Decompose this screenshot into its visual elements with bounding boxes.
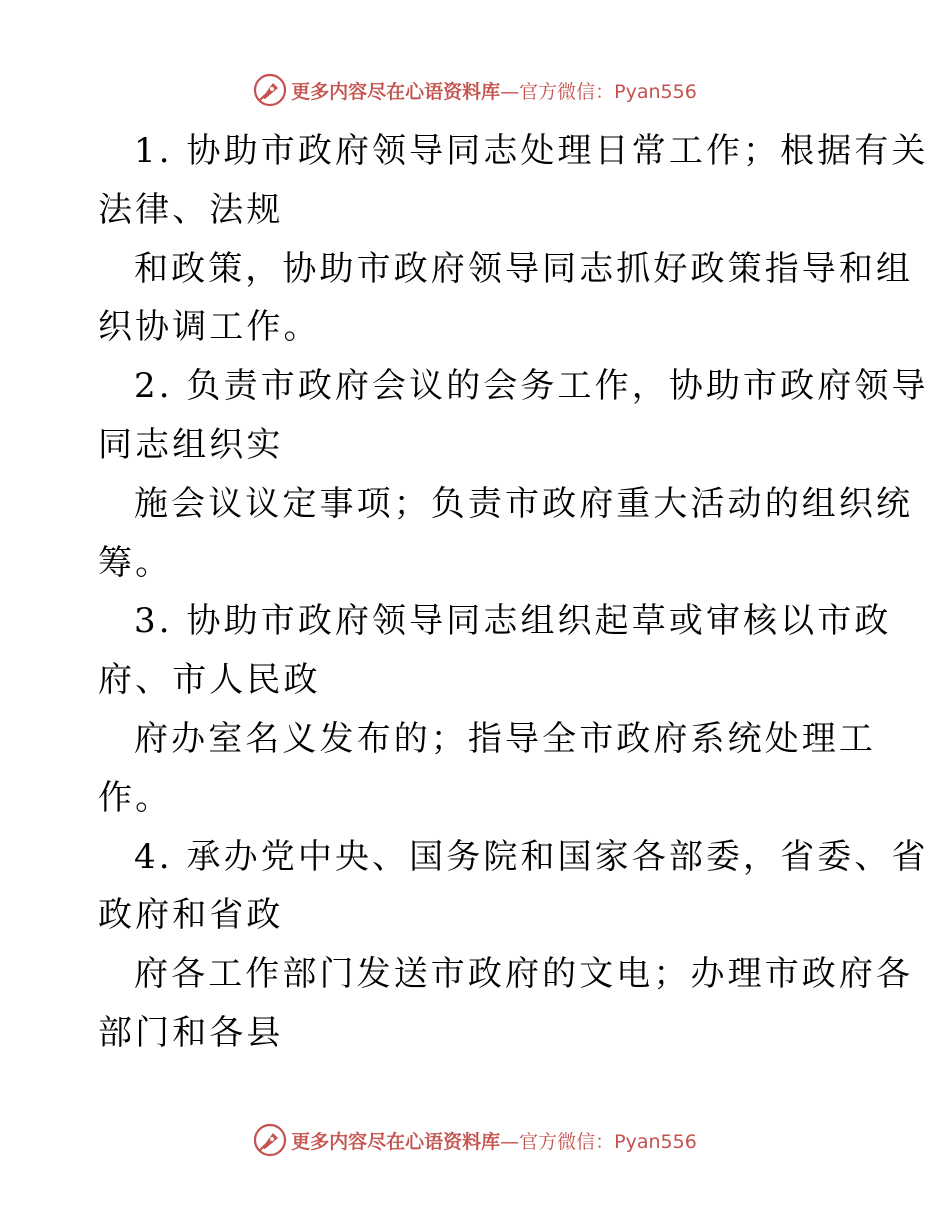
banner-wechat: —官方微信：Pyan556 xyxy=(500,80,697,103)
document-body xyxy=(98,122,929,1063)
body-line: 法律、法规 xyxy=(98,189,284,230)
pen-nib-logo-icon xyxy=(253,73,287,107)
header-banner xyxy=(0,70,950,110)
banner-title: 更多内容尽在心语资料库 xyxy=(291,1130,501,1153)
body-line: 府办室名义发布的；指导全市政府系统处理工 xyxy=(134,718,876,759)
body-line: 和政策，协助市政府领导同志抓好政策指导和组 xyxy=(134,248,914,289)
body-line: 筹。 xyxy=(98,542,173,583)
body-line: 府各工作部门发送市政府的文电；办理市政府各 xyxy=(134,954,914,995)
body-line: 政府和省政 xyxy=(98,895,284,936)
body-line: 作。 xyxy=(98,777,173,818)
body-line: 1. 协助市政府领导同志处理日常工作；根据有关 xyxy=(134,131,929,171)
footer-banner xyxy=(0,1120,950,1160)
body-line: 4. 承办党中央、国务院和国家各部委，省委、省 xyxy=(134,836,929,877)
body-line: 3. 协助市政府领导同志组织起草或审核以市政 xyxy=(134,601,892,642)
body-line: 2. 负责市政府会议的会务工作，协助市政府领导 xyxy=(134,366,929,407)
body-line: 织协调工作。 xyxy=(98,307,321,348)
body-line: 施会议议定事项；负责市政府重大活动的组织统 xyxy=(134,483,914,524)
body-line: 府、市人民政 xyxy=(98,660,321,701)
body-line: 部门和各县 xyxy=(98,1012,284,1053)
pen-nib-logo-icon xyxy=(253,1123,287,1157)
banner-wechat: —官方微信：Pyan556 xyxy=(500,1130,697,1153)
banner-title: 更多内容尽在心语资料库 xyxy=(291,80,501,103)
body-line: 同志组织实 xyxy=(98,424,284,465)
